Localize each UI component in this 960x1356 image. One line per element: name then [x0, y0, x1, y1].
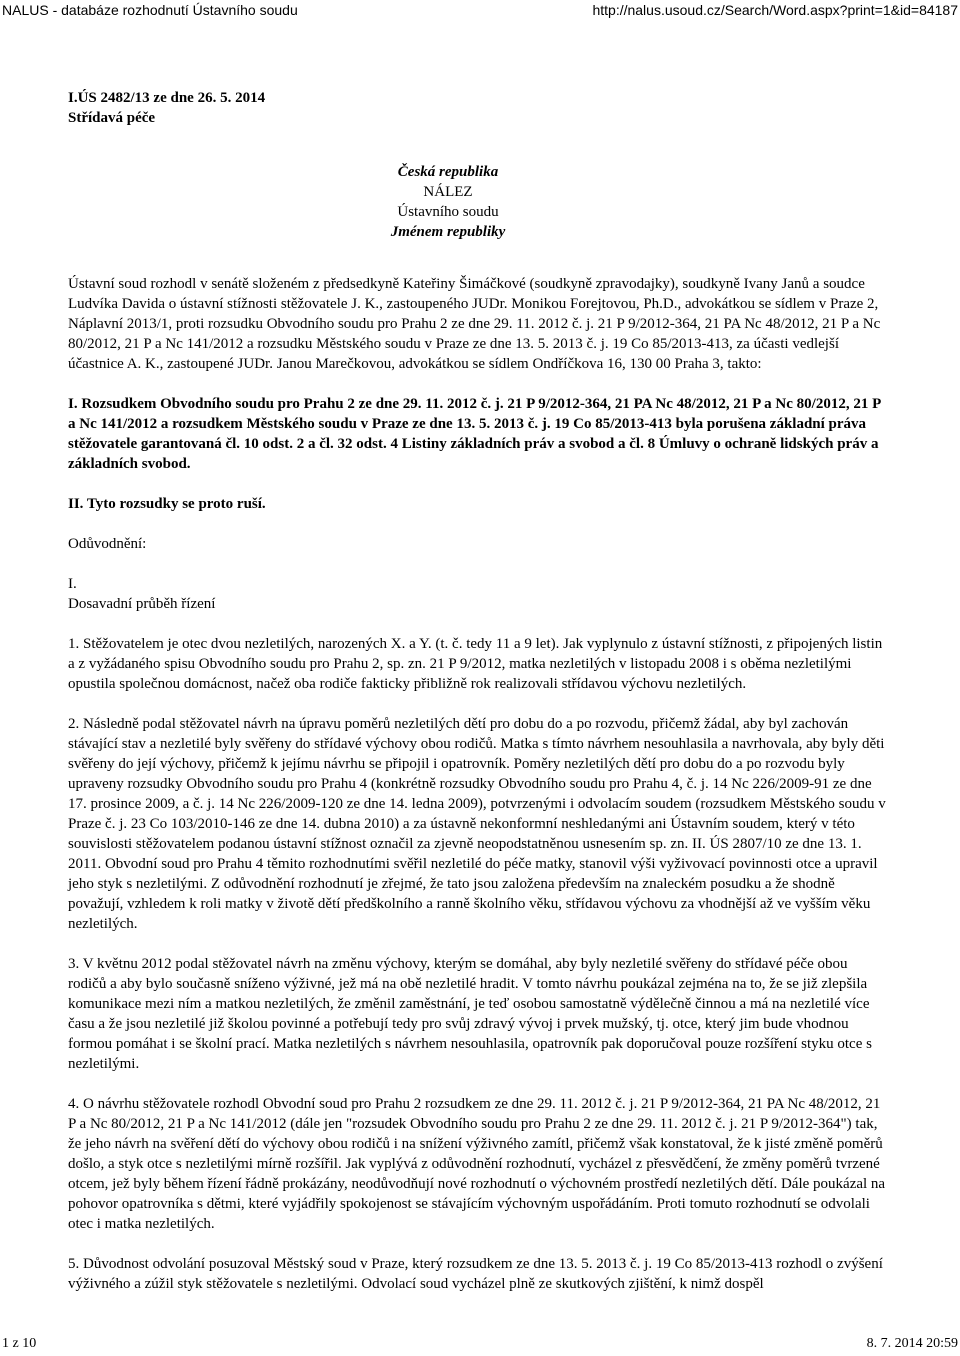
case-reference: I.ÚS 2482/13 ze dne 26. 5. 2014 — [68, 90, 266, 106]
paragraph-2: 2. Následně podal stěžovatel návrh na úpravu poměrů nezletilých dětí pro dobu do a po rozvodu, přičemž žádal, aby byl zachován stávající stav a nezletilé byly svěřeny do střídavé výchovy obou rodičů. Matka s tímto návrhem nesouhlasila a navrhovala, aby byly děti svěřeny do její výchovy, přičemž k jejímu návrhu se připojil i opatrovník. Poměry nezletilých dětí pro dobu do a po rozvodu byly upraveny rozsudky Obvodního soudu pro Prahu 4 (konkrétně rozsudky Obvodního soudu pro Prahu 4, č. j. 14 Nc 226/2009-91 ze dne 17. prosince 2009, a č. j. 14 Nc 226/2009-120 ze dne 14. ledna 2009), potvrzenými i odvolacím soudem (rozsudkem Městského soudu v Praze č. j. 23 Co 103/2010-146 ze dne 14. dubna 2010) a za ústavně nekonformní neshledanými ani Ústavním soudem, který v této souvislosti stěžovatelem podanou ústavní stížnost označil za zjevně neopodstatněnou usnesením sp. zn. II. ÚS 2807/10 ze dne 13. 1. 2011. Obvodní soud pro Prahu 4 těmito rozhodnutími svěřil nezletilé do péče matky, stanovil výši vyživovací povinnosti otce a upravil jeho styk s nezletilými. Z odůvodnění rozhodnutí je zřejmé, že tato jsou založena především na znaleckém posudku a že shodně považují, vzhledem k roli matky v životě dětí předškolního a ranně školního věku, střídavou výchovu za vhodnější až ve vyšším věku nezletilých. — [68, 716, 886, 932]
paragraph-5: 5. Důvodnost odvolání posuzoval Městský soud v Praze, který rozsudkem ze dne 13. 5. 2013 č. j. 19 Co 85/2013-413 rozhodl o zvýšení výživného a zúžil styk stěžovatele s nezletilými. Odvolací soud vycházel plně ze skutkových zjištění, k nimž dospěl — [68, 1256, 883, 1292]
verdict-2: II. Tyto rozsudky se proto ruší. — [68, 496, 266, 512]
heading-country: Česká republika — [397, 164, 499, 180]
section-title: Dosavadní průběh řízení — [68, 596, 216, 612]
print-footer — [0, 1336, 960, 1356]
print-header-title: NALUS - databáze rozhodnutí Ústavního soudu — [2, 2, 298, 18]
document-body — [68, 88, 888, 1294]
print-datetime: 8. 7. 2014 20:59 — [866, 1336, 958, 1351]
paragraph-4: 4. O návrhu stěžovatele rozhodl Obvodní soud pro Prahu 2 rozsudkem ze dne 29. 11. 2012 č. j. 21 P 9/2012-364, 21 PA Nc 48/2012, 21 P a Nc 80/2012, 21 P a Nc 141/2012 (dále jen "rozsudek Obvodního soudu pro Prahu 2 ze dne 29. 11. 2012 č. j. 21 P 9/2012-364") tak, že jeho návrh na svěření dětí do výchovy obou rodičů i na snížení výživného zamítl, přičemž však konstatoval, že k jisté změně poměrů došlo, a styk otce s nezletilými mírně rozšířil. Jak vyplývá z odůvodnění rozhodnutí, vycházel z přesvědčení, že změny poměrů tvrzené otcem, jež byly během řízení řádně prokázány, neodůvodňují nové rozhodnutí o výchovném prostředí nezletilých dětí. Dále poukázal na pohovor opatrovníka s dětmi, které vyjádřily spokojenost se stávajícím výchovným uspořádáním. Proti tomuto rozhodnutí se odvolali otec i matka nezletilých. — [68, 1096, 886, 1232]
verdict-1: I. Rozsudkem Obvodního soudu pro Prahu 2 ze dne 29. 11. 2012 č. j. 21 P 9/2012-364, 21 PA Nc 48/2012, 21 P a Nc 80/2012, 21 P a Nc 141/2012 a rozsudkem Městského soudu v Praze ze dne 13. 5. 2013 č. j. 19 Co 85/2013-413 byla porušena základní práva stěžovatele garantovaná čl. 10 odst. 2 a čl. 32 odst. 4 Listiny základních práv a svobod a čl. 8 Úmluvy o ochraně lidských práv a základních svobod. — [68, 396, 881, 472]
heading-in-name: Jménem republiky — [390, 224, 506, 240]
print-header — [0, 0, 960, 22]
heading-type: NÁLEZ — [423, 184, 473, 200]
heading-court: Ústavního soudu — [397, 204, 499, 220]
case-subject: Střídavá péče — [68, 110, 156, 126]
intro-paragraph: Ústavní soud rozhodl v senátě složeném z předsedkyně Kateřiny Šimáčkové (soudkyně zpravodajky), soudkyně Ivany Janů a soudce Ludvíka Davida o ústavní stížnosti stěžovatele J. K., zastoupeného JUDr. Monikou Forejtovou, Ph.D., advokátkou se sídlem v Praze 2, Náplavní 2013/1, proti rozsudku Obvodního soudu pro Prahu 2 ze dne 29. 11. 2012 č. j. 21 P 9/2012-364, 21 PA Nc 48/2012, 21 P a Nc 80/2012, 21 P a Nc 141/2012 a rozsudku Městského soudu v Praze ze dne 13. 5. 2013 č. j. 19 Co 85/2013-413, za účasti vedlejší účastnice A. K., zastoupené JUDr. Janou Marečkovou, advokátkou se sídlem Ondříčkova 16, 130 00 Praha 3, takto: — [68, 276, 881, 372]
paragraph-1: 1. Stěžovatelem je otec dvou nezletilých, narozených X. a Y. (t. č. tedy 11 a 9 let). Jak vyplynulo z ústavní stížnosti, z připojených listin a z vyžádaného spisu Obvodního soudu pro Prahu 2, sp. zn. 21 P 9/2012, matka nezletilých v listopadu 2008 i s oběma nezletilými opustila společnou domácnost, načež oba rodiče fakticky přibližně rok realizovali střídavou výchovu nezletilých. — [68, 636, 883, 692]
page-counter: 1 z 10 — [2, 1336, 37, 1351]
print-header-url[interactable]: http://nalus.usoud.cz/Search/Word.aspx?print=1&id=84187 — [592, 2, 958, 18]
section-number: I. — [68, 576, 77, 592]
paragraph-3: 3. V květnu 2012 podal stěžovatel návrh na změnu výchovy, kterým se domáhal, aby byly nezletilé svěřeny do střídavé péče obou rodičů a aby bylo současně sníženo výživné, jež má na obě nezletilé hradit. V tomto návrhu poukázal zejména na to, že se již zlepšila komunikace mezi ním a matkou nezletilých, že změnil zaměstnání, je teď osobou samostatně výdělečně činnou a má na nezletilé více času a že jsou nezletilé již školou povinné a potřebují tedy pro svůj zdravý vývoj i prvek mužský, tj. otce, který jim bude vhodnou formou pomáhat i se školní prací. Matka nezletilých s návrhem nesouhlasila, opatrovník pak doporučoval pouze rozšíření styku otce s nezletilými. — [68, 956, 872, 1072]
decision-heading — [68, 162, 828, 242]
reasoning-label: Odůvodnění: — [68, 536, 147, 552]
